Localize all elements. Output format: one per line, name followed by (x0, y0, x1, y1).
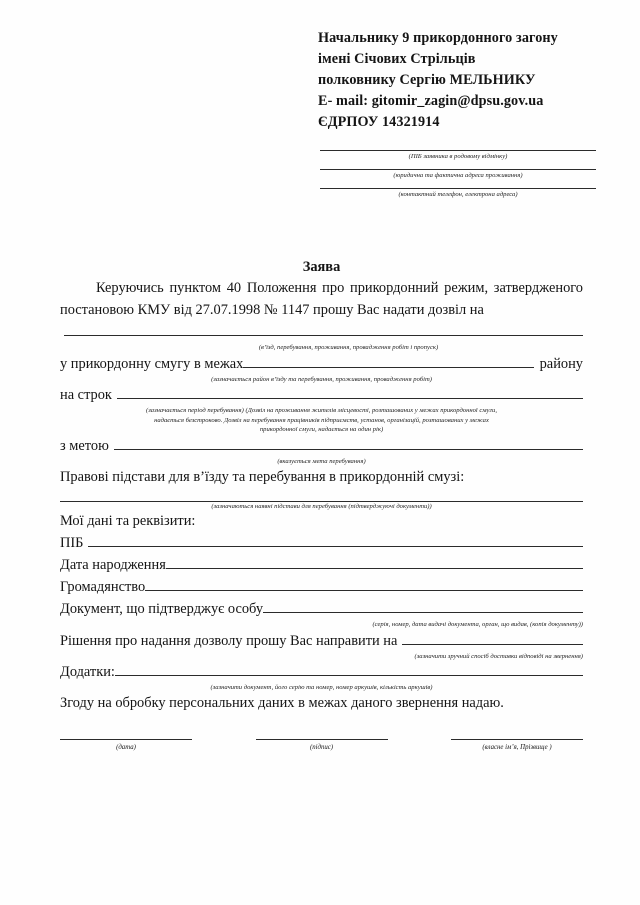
signature-sign-cell (256, 739, 388, 753)
zone-label: у прикордонну смугу в межах (60, 355, 244, 372)
purpose-input[interactable] (114, 435, 583, 450)
zone-row (60, 353, 583, 375)
permission-row (60, 321, 583, 343)
addressee-email: E- mail: gitomir_zagin@dpsu.gov.ua (318, 93, 544, 109)
term-caption-line-2: надається безстроково. Дозвіл на перебування працівників підприємств, установ, організацій, розташованих у межах (154, 416, 489, 424)
identity-document-label: Документ, що підтверджує особу (60, 601, 264, 618)
fullname-input[interactable] (88, 532, 583, 547)
term-label: на строк (60, 387, 112, 404)
applicant-name-row (320, 150, 596, 162)
term-row (60, 384, 583, 406)
fullname-row (60, 532, 583, 554)
document-body (60, 258, 583, 714)
birthdate-input[interactable] (166, 554, 583, 569)
signature-sign-caption: (підпис) (309, 744, 334, 751)
purpose-label: з метою (60, 437, 109, 454)
attachments-input[interactable] (115, 661, 583, 676)
consent-statement: Згоду на обробку персональних даних в межах даного звернення надаю. (60, 694, 504, 711)
legal-grounds-caption: (зазначаються наявні підстави для перебування (підтверджуючі документи)) (211, 502, 432, 510)
spacer (60, 488, 583, 501)
term-input[interactable] (117, 384, 583, 399)
citizenship-row (60, 576, 583, 598)
identity-document-caption: (серія, номер, дата видачі документа, орган, що видав, (копія документу)) (372, 621, 583, 629)
term-caption-line-3: прикордонної смуги, надається на один рік) (259, 426, 384, 434)
addressee-line-3: полковнику Сергію МЕЛЬНИКУ (318, 72, 536, 88)
delivery-input[interactable] (402, 630, 583, 645)
applicant-contact-row (320, 188, 596, 200)
addressee-line-1: Начальнику 9 прикордонного загону (318, 30, 558, 46)
permission-input[interactable] (64, 321, 583, 336)
delivery-caption: (зазначити зручний спосіб доставки відповіді на звернення) (414, 652, 583, 660)
addressee-edrpou: ЄДРПОУ 14321914 (318, 114, 440, 130)
purpose-row (60, 435, 583, 457)
term-caption-line-1: (зазначається період перебування) (Дозвіл на проживання жителів місцевості, розташованих у межах прикордонної смуги, (146, 407, 497, 415)
identity-document-input[interactable] (263, 598, 583, 613)
signature-name-cell (451, 739, 583, 753)
identity-document-row (60, 598, 583, 620)
applicant-contact-caption: (контактний телефон, електрона адреса) (398, 191, 518, 198)
zone-input[interactable] (243, 353, 533, 368)
signature-date-caption: (дата) (116, 744, 136, 751)
zone-tail-label: району (539, 355, 583, 372)
legal-grounds-heading: Правові підстави для в’їзду та перебування в прикордонній смузі: (60, 468, 465, 485)
addressee-block (318, 28, 610, 133)
applicant-address-row (320, 169, 596, 181)
personal-data-heading: Мої дані та реквізити: (60, 513, 196, 530)
purpose-caption: (вказується мета перебування) (277, 457, 366, 465)
zone-caption: (зазначається район в’їзду та перебування, проживання, провадження робіт) (211, 375, 432, 383)
signature-name-caption: (власне ім’я, Прізвище ) (482, 744, 552, 751)
attachments-caption: (зазначити документ, його серію та номер, номер аркушів, кількість аркушів) (210, 684, 433, 692)
document-title: Заява (302, 259, 341, 275)
citizenship-label: Громадянство (60, 579, 146, 596)
signature-row (60, 739, 583, 753)
applicant-name-caption: (ПІБ заявника в родовому відмінку) (408, 153, 508, 160)
fullname-label: ПІБ (60, 535, 84, 552)
applicant-fields-block (320, 150, 596, 200)
spacer (320, 181, 596, 188)
citizenship-input[interactable] (145, 576, 583, 591)
permission-caption: (в’їзд, перебування, проживання, провадження робіт і пропуск) (258, 344, 439, 351)
spacer (320, 162, 596, 169)
signature-date-cell (60, 739, 192, 753)
attachments-row (60, 661, 583, 683)
delivery-row (60, 630, 583, 652)
applicant-address-caption: (юридична та фактична адреса проживання) (393, 172, 523, 179)
intro-paragraph: Керуючись пунктом 40 Положення про прикордонний режим, затвердженого постановою КМУ від 27.07.1998 № 1147 прошу Вас надати дозвіл на (60, 280, 583, 318)
attachments-label: Додатки: (60, 664, 115, 681)
addressee-line-2: імені Січових Стрільців (318, 51, 476, 67)
birthdate-row (60, 554, 583, 576)
term-caption-block (60, 406, 583, 435)
birthdate-label: Дата народження (60, 557, 166, 574)
delivery-label: Рішення про надання дозволу прошу Вас направити на (60, 632, 398, 649)
